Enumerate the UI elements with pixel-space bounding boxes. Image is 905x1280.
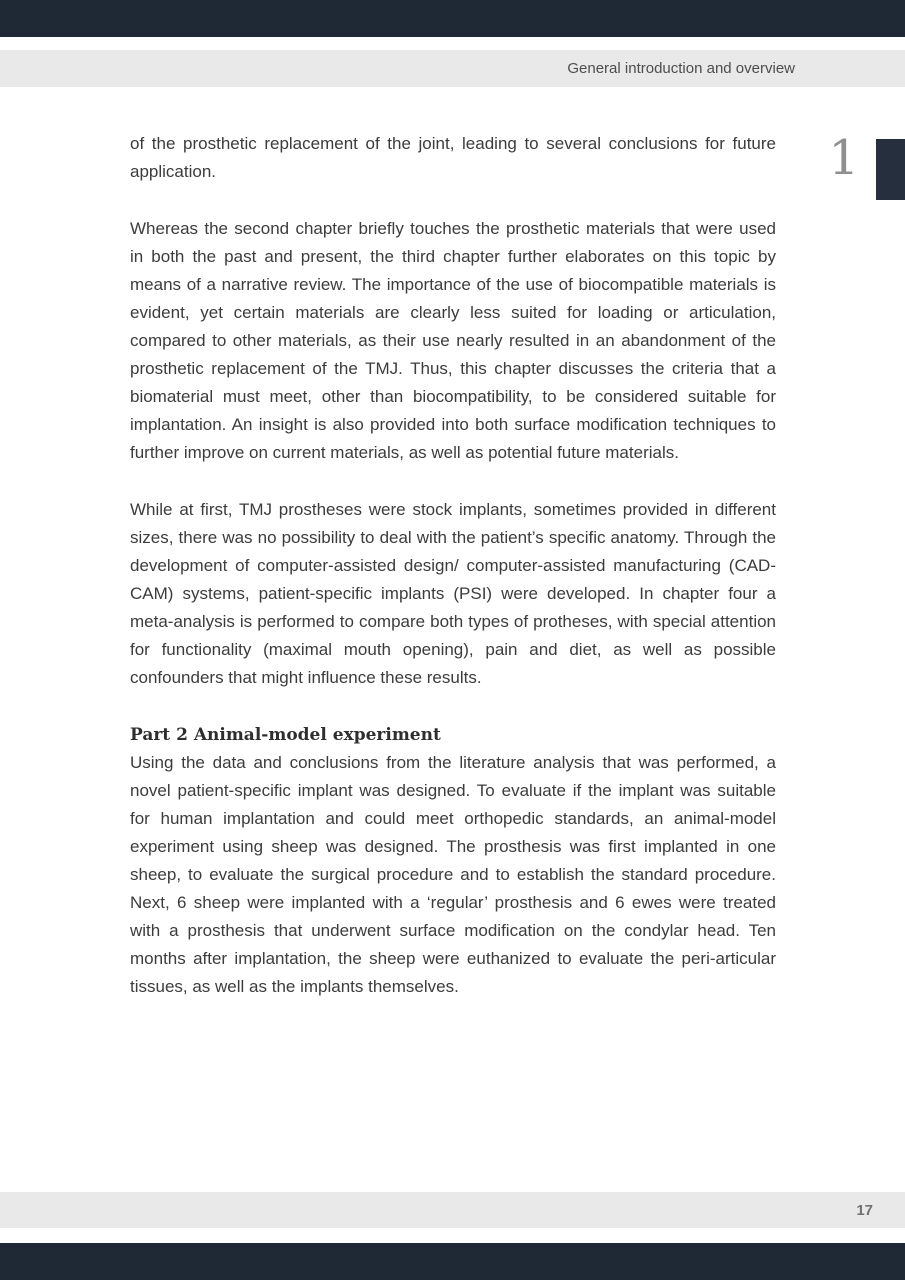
chapter-number: 1 [828, 130, 859, 186]
page-footer-band [0, 1192, 905, 1228]
running-title: General introduction and overview [567, 60, 795, 77]
paragraph: While at first, TMJ prostheses were stock implants, sometimes provided in different sizes, there was no possibility to deal with the patient’s specific anatomy. Through the development of computer-assisted design/ computer-assisted manufacturing (CAD-CAM) systems, patient-specific implants (PSI) were developed. In chapter four a meta-analysis is performed to compare both types of protheses, with special attention for functionality (maximal mouth opening), pain and diet, as well as possible confounders that might influence these results. [130, 500, 776, 687]
paragraph: of the prosthetic replacement of the joint, leading to several conclusions for future application. [130, 134, 776, 181]
paragraph: Whereas the second chapter briefly touches the prosthetic materials that were used in both the past and present, the third chapter further elaborates on this topic by means of a narrative review. The importance of the use of biocompatible materials is evident, yet certain materials are clearly less suited for loading or articulation, compared to other materials, as their use nearly resulted in an abandonment of the prosthetic replacement of the TMJ. Thus, this chapter discusses the criteria that a biomaterial must meet, other than biocompatibility, to be considered suitable for implantation. An insight is also provided into both surface modification techniques to further improve on current materials, as well as potential future materials. [130, 219, 776, 462]
section-heading: Part 2 Animal-model experiment [130, 725, 441, 745]
page-number: 17 [856, 1201, 873, 1219]
body-text-column [130, 130, 776, 1001]
top-decorative-bar [0, 0, 905, 37]
chapter-tab-marker [876, 139, 905, 200]
bottom-decorative-bar [0, 1243, 905, 1280]
page-header-band [0, 50, 905, 87]
paragraph: Using the data and conclusions from the literature analysis that was performed, a novel patient-specific implant was designed. To evaluate if the implant was suitable for human implantation and could meet orthopedic standards, an animal-model experiment using sheep was designed. The prosthesis was first implanted in one sheep, to evaluate the surgical procedure and to establish the standard procedure. Next, 6 sheep were implanted with a ‘regular’ prosthesis and 6 ewes were treated with a prosthesis that underwent surface modification on the condylar head. Ten months after implantation, the sheep were euthanized to evaluate the peri-articular tissues, as well as the implants themselves. [130, 753, 776, 996]
